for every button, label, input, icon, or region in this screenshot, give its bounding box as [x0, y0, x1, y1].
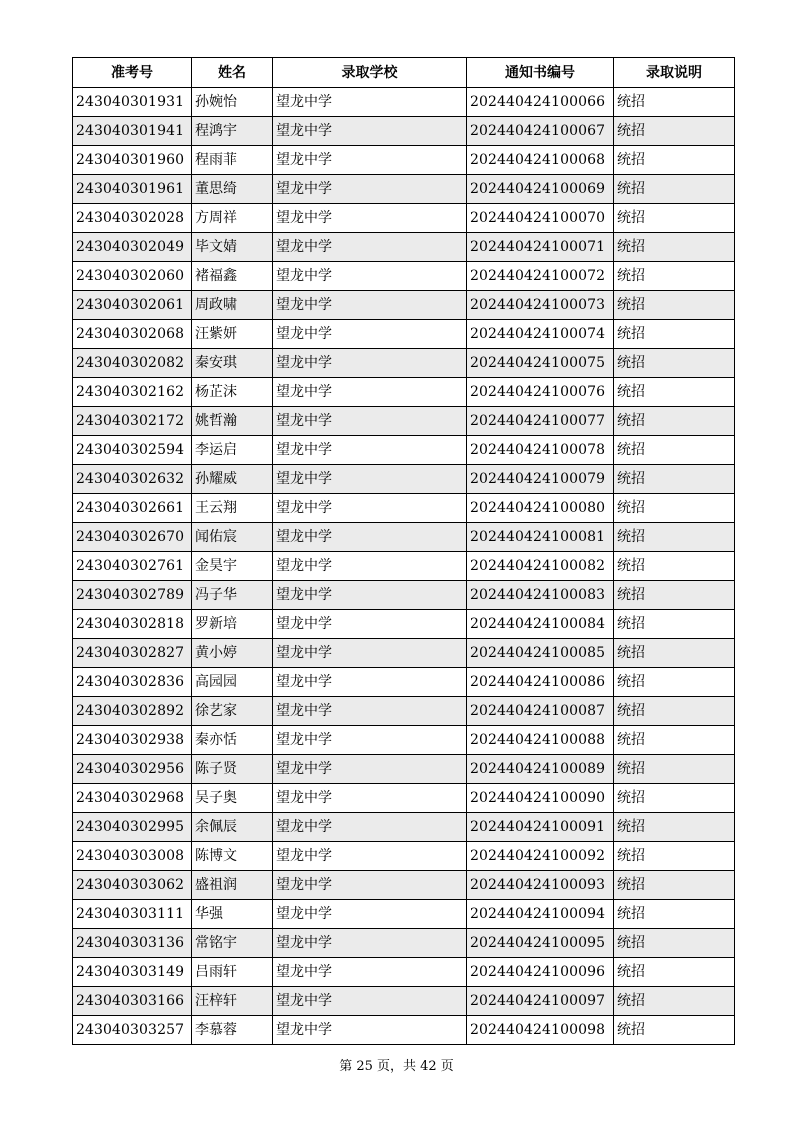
notice-number-cell: 202440424100084 [467, 610, 614, 639]
name-cell: 闻佑宸 [192, 523, 273, 552]
exam-number-cell: 243040302938 [73, 726, 192, 755]
school-cell: 望龙中学 [273, 871, 467, 900]
name-cell: 周政啸 [192, 291, 273, 320]
table-row [73, 639, 735, 668]
admission-note-cell: 统招 [614, 523, 735, 552]
school-cell: 望龙中学 [273, 929, 467, 958]
name-cell: 常铭宇 [192, 929, 273, 958]
admission-note-cell: 统招 [614, 378, 735, 407]
admission-note-cell: 统招 [614, 407, 735, 436]
admission-note-cell: 统招 [614, 958, 735, 987]
name-cell: 秦安琪 [192, 349, 273, 378]
name-cell: 褚福鑫 [192, 262, 273, 291]
notice-number-cell: 202440424100068 [467, 146, 614, 175]
school-cell: 望龙中学 [273, 581, 467, 610]
admission-note-cell: 统招 [614, 291, 735, 320]
name-cell: 程鸿宇 [192, 117, 273, 146]
table-row [73, 784, 735, 813]
exam-number-cell: 243040302818 [73, 610, 192, 639]
notice-number-cell: 202440424100078 [467, 436, 614, 465]
school-cell: 望龙中学 [273, 813, 467, 842]
table-row [73, 291, 735, 320]
admission-note-cell: 统招 [614, 117, 735, 146]
name-cell: 董思绮 [192, 175, 273, 204]
table-row [73, 697, 735, 726]
school-cell: 望龙中学 [273, 378, 467, 407]
school-cell: 望龙中学 [273, 552, 467, 581]
admission-note-cell: 统招 [614, 581, 735, 610]
table-row [73, 88, 735, 117]
header-school: 录取学校 [273, 58, 467, 88]
school-cell: 望龙中学 [273, 349, 467, 378]
school-cell: 望龙中学 [273, 523, 467, 552]
exam-number-cell: 243040303149 [73, 958, 192, 987]
school-cell: 望龙中学 [273, 88, 467, 117]
exam-number-cell: 243040303136 [73, 929, 192, 958]
exam-number-cell: 243040303257 [73, 1016, 192, 1045]
table-row [73, 813, 735, 842]
admission-note-cell: 统招 [614, 842, 735, 871]
table-row [73, 233, 735, 262]
admission-note-cell: 统招 [614, 1016, 735, 1045]
name-cell: 吕雨轩 [192, 958, 273, 987]
name-cell: 高园园 [192, 668, 273, 697]
table-row [73, 378, 735, 407]
admission-note-cell: 统招 [614, 929, 735, 958]
table-row [73, 407, 735, 436]
school-cell: 望龙中学 [273, 755, 467, 784]
table-row [73, 175, 735, 204]
name-cell: 华强 [192, 900, 273, 929]
name-cell: 罗新培 [192, 610, 273, 639]
exam-number-cell: 243040302172 [73, 407, 192, 436]
table-header-row [73, 58, 735, 88]
admission-note-cell: 统招 [614, 668, 735, 697]
table-row [73, 465, 735, 494]
table-row [73, 929, 735, 958]
exam-number-cell: 243040302028 [73, 204, 192, 233]
school-cell: 望龙中学 [273, 842, 467, 871]
exam-number-cell: 243040302995 [73, 813, 192, 842]
exam-number-cell: 243040302082 [73, 349, 192, 378]
admission-note-cell: 统招 [614, 465, 735, 494]
name-cell: 冯子华 [192, 581, 273, 610]
table-row [73, 987, 735, 1016]
school-cell: 望龙中学 [273, 958, 467, 987]
exam-number-cell: 243040302162 [73, 378, 192, 407]
exam-number-cell: 243040303166 [73, 987, 192, 1016]
exam-number-cell: 243040302968 [73, 784, 192, 813]
exam-number-cell: 243040303062 [73, 871, 192, 900]
school-cell: 望龙中学 [273, 436, 467, 465]
admission-note-cell: 统招 [614, 436, 735, 465]
table-row [73, 436, 735, 465]
name-cell: 秦亦恬 [192, 726, 273, 755]
school-cell: 望龙中学 [273, 697, 467, 726]
school-cell: 望龙中学 [273, 1016, 467, 1045]
exam-number-cell: 243040301961 [73, 175, 192, 204]
header-admission-note: 录取说明 [614, 58, 735, 88]
name-cell: 余佩辰 [192, 813, 273, 842]
notice-number-cell: 202440424100093 [467, 871, 614, 900]
notice-number-cell: 202440424100069 [467, 175, 614, 204]
notice-number-cell: 202440424100085 [467, 639, 614, 668]
notice-number-cell: 202440424100074 [467, 320, 614, 349]
table-body [73, 88, 735, 1045]
name-cell: 黄小婷 [192, 639, 273, 668]
notice-number-cell: 202440424100094 [467, 900, 614, 929]
notice-number-cell: 202440424100083 [467, 581, 614, 610]
admission-note-cell: 统招 [614, 900, 735, 929]
school-cell: 望龙中学 [273, 117, 467, 146]
admission-note-cell: 统招 [614, 726, 735, 755]
notice-number-cell: 202440424100090 [467, 784, 614, 813]
exam-number-cell: 243040303008 [73, 842, 192, 871]
table-row [73, 349, 735, 378]
school-cell: 望龙中学 [273, 465, 467, 494]
notice-number-cell: 202440424100073 [467, 291, 614, 320]
school-cell: 望龙中学 [273, 726, 467, 755]
admission-note-cell: 统招 [614, 320, 735, 349]
name-cell: 盛祖润 [192, 871, 273, 900]
school-cell: 望龙中学 [273, 784, 467, 813]
table-row [73, 1016, 735, 1045]
admission-note-cell: 统招 [614, 88, 735, 117]
name-cell: 孙耀威 [192, 465, 273, 494]
name-cell: 杨芷沫 [192, 378, 273, 407]
admission-note-cell: 统招 [614, 813, 735, 842]
notice-number-cell: 202440424100071 [467, 233, 614, 262]
table-row [73, 320, 735, 349]
school-cell: 望龙中学 [273, 320, 467, 349]
notice-number-cell: 202440424100066 [467, 88, 614, 117]
name-cell: 程雨菲 [192, 146, 273, 175]
notice-number-cell: 202440424100088 [467, 726, 614, 755]
name-cell: 孙婉怡 [192, 88, 273, 117]
name-cell: 徐艺家 [192, 697, 273, 726]
notice-number-cell: 202440424100087 [467, 697, 614, 726]
admission-note-cell: 统招 [614, 146, 735, 175]
notice-number-cell: 202440424100072 [467, 262, 614, 291]
name-cell: 李运启 [192, 436, 273, 465]
table-row [73, 204, 735, 233]
exam-number-cell: 243040302761 [73, 552, 192, 581]
admission-table [72, 57, 735, 1045]
exam-number-cell: 243040302836 [73, 668, 192, 697]
admission-note-cell: 统招 [614, 262, 735, 291]
table-row [73, 668, 735, 697]
exam-number-cell: 243040302632 [73, 465, 192, 494]
exam-number-cell: 243040302892 [73, 697, 192, 726]
table-row [73, 900, 735, 929]
school-cell: 望龙中学 [273, 610, 467, 639]
name-cell: 陈子贤 [192, 755, 273, 784]
exam-number-cell: 243040302670 [73, 523, 192, 552]
school-cell: 望龙中学 [273, 494, 467, 523]
admission-note-cell: 统招 [614, 755, 735, 784]
admission-note-cell: 统招 [614, 639, 735, 668]
table-row [73, 842, 735, 871]
exam-number-cell: 243040303111 [73, 900, 192, 929]
notice-number-cell: 202440424100095 [467, 929, 614, 958]
name-cell: 王云翔 [192, 494, 273, 523]
notice-number-cell: 202440424100091 [467, 813, 614, 842]
table-row [73, 494, 735, 523]
admission-note-cell: 统招 [614, 871, 735, 900]
admission-list [72, 57, 734, 1045]
school-cell: 望龙中学 [273, 900, 467, 929]
table-row [73, 726, 735, 755]
exam-number-cell: 243040302049 [73, 233, 192, 262]
school-cell: 望龙中学 [273, 407, 467, 436]
exam-number-cell: 243040302061 [73, 291, 192, 320]
name-cell: 金昊宇 [192, 552, 273, 581]
notice-number-cell: 202440424100089 [467, 755, 614, 784]
school-cell: 望龙中学 [273, 668, 467, 697]
exam-number-cell: 243040301960 [73, 146, 192, 175]
exam-number-cell: 243040302594 [73, 436, 192, 465]
name-cell: 方周祥 [192, 204, 273, 233]
notice-number-cell: 202440424100082 [467, 552, 614, 581]
admission-note-cell: 统招 [614, 552, 735, 581]
notice-number-cell: 202440424100097 [467, 987, 614, 1016]
exam-number-cell: 243040302068 [73, 320, 192, 349]
table-row [73, 871, 735, 900]
school-cell: 望龙中学 [273, 146, 467, 175]
table-row [73, 958, 735, 987]
notice-number-cell: 202440424100077 [467, 407, 614, 436]
admission-note-cell: 统招 [614, 349, 735, 378]
name-cell: 姚哲瀚 [192, 407, 273, 436]
page-number: 第 25 页，共 42 页 [339, 1059, 454, 1074]
table-row [73, 117, 735, 146]
exam-number-cell: 243040302661 [73, 494, 192, 523]
notice-number-cell: 202440424100080 [467, 494, 614, 523]
admission-note-cell: 统招 [614, 494, 735, 523]
school-cell: 望龙中学 [273, 204, 467, 233]
exam-number-cell: 243040302827 [73, 639, 192, 668]
header-name: 姓名 [192, 58, 273, 88]
name-cell: 吴子奥 [192, 784, 273, 813]
table-row [73, 755, 735, 784]
admission-note-cell: 统招 [614, 784, 735, 813]
school-cell: 望龙中学 [273, 175, 467, 204]
school-cell: 望龙中学 [273, 233, 467, 262]
exam-number-cell: 243040302956 [73, 755, 192, 784]
header-exam-number: 准考号 [73, 58, 192, 88]
notice-number-cell: 202440424100076 [467, 378, 614, 407]
table-row [73, 610, 735, 639]
name-cell: 毕文婧 [192, 233, 273, 262]
admission-note-cell: 统招 [614, 610, 735, 639]
admission-note-cell: 统招 [614, 175, 735, 204]
exam-number-cell: 243040301941 [73, 117, 192, 146]
school-cell: 望龙中学 [273, 291, 467, 320]
exam-number-cell: 243040302789 [73, 581, 192, 610]
table-row [73, 552, 735, 581]
table-row [73, 523, 735, 552]
table-row [73, 146, 735, 175]
notice-number-cell: 202440424100067 [467, 117, 614, 146]
admission-note-cell: 统招 [614, 697, 735, 726]
notice-number-cell: 202440424100092 [467, 842, 614, 871]
name-cell: 汪梓轩 [192, 987, 273, 1016]
notice-number-cell: 202440424100086 [467, 668, 614, 697]
notice-number-cell: 202440424100070 [467, 204, 614, 233]
name-cell: 汪紫妍 [192, 320, 273, 349]
notice-number-cell: 202440424100096 [467, 958, 614, 987]
school-cell: 望龙中学 [273, 639, 467, 668]
admission-note-cell: 统招 [614, 987, 735, 1016]
header-notice-number: 通知书编号 [467, 58, 614, 88]
name-cell: 李慕蓉 [192, 1016, 273, 1045]
exam-number-cell: 243040302060 [73, 262, 192, 291]
name-cell: 陈博文 [192, 842, 273, 871]
admission-note-cell: 统招 [614, 204, 735, 233]
table-row [73, 581, 735, 610]
notice-number-cell: 202440424100098 [467, 1016, 614, 1045]
notice-number-cell: 202440424100075 [467, 349, 614, 378]
exam-number-cell: 243040301931 [73, 88, 192, 117]
table-row [73, 262, 735, 291]
notice-number-cell: 202440424100081 [467, 523, 614, 552]
school-cell: 望龙中学 [273, 987, 467, 1016]
notice-number-cell: 202440424100079 [467, 465, 614, 494]
admission-note-cell: 统招 [614, 233, 735, 262]
school-cell: 望龙中学 [273, 262, 467, 291]
